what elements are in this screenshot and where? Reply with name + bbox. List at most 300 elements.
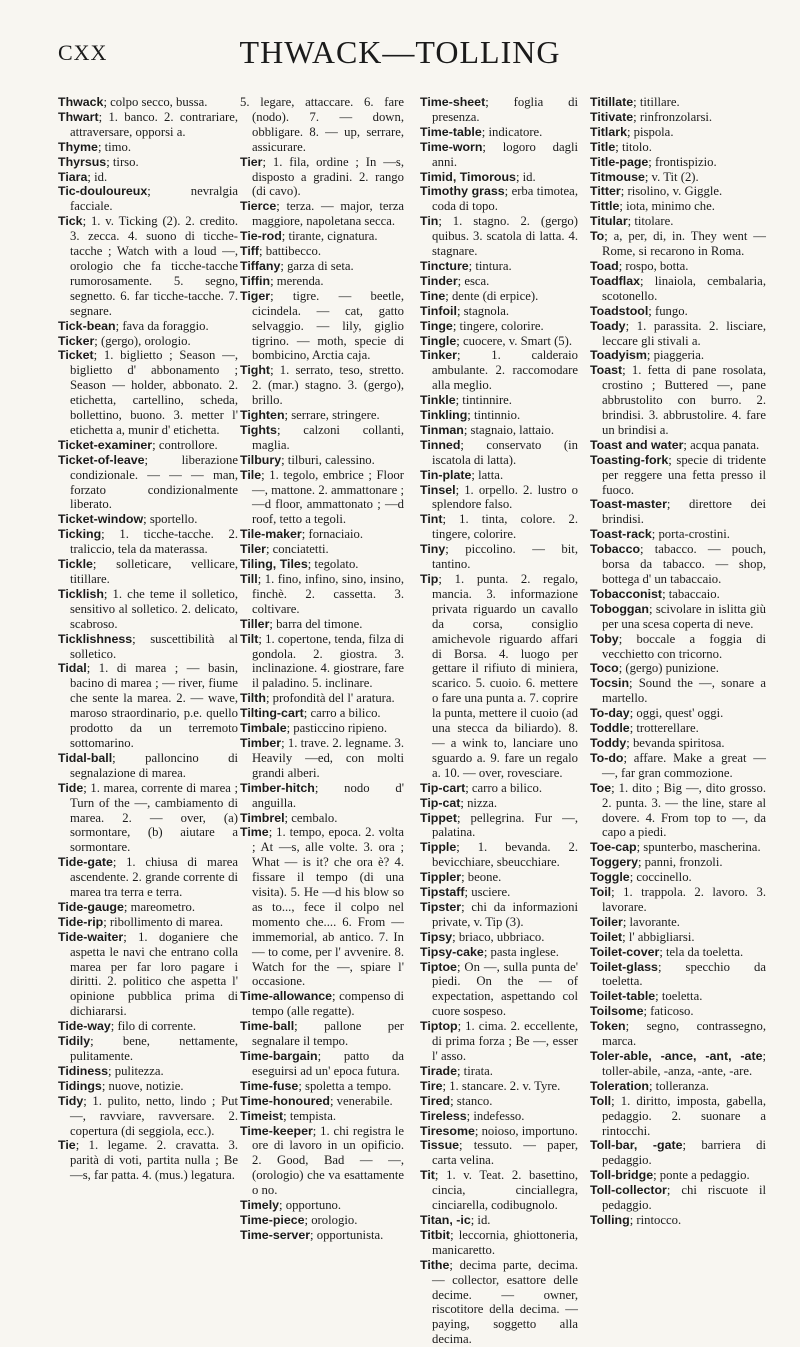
dictionary-entry — [590, 1049, 766, 1079]
entry-definition: ; logoro dagli anni. — [432, 139, 578, 169]
entry-definition: ; timo. — [97, 139, 132, 154]
entry-headword: Timid, Timorous — [420, 169, 516, 184]
entry-headword: Toddy — [590, 735, 627, 750]
entry-headword: Ticket — [58, 348, 94, 363]
entry-definition: ; (gergo) punizione. — [618, 661, 719, 676]
entry-headword: Token — [590, 1019, 626, 1034]
entry-definition: ; garza di seta. — [280, 258, 354, 273]
dictionary-entry — [240, 1198, 404, 1213]
entry-definition: ; erba timotea, coda di topo. — [432, 184, 578, 214]
entry-definition: ; conciatetti. — [265, 542, 329, 557]
entry-definition: ; opportunista. — [310, 1227, 384, 1242]
entry-headword: Time-bargain — [240, 1049, 318, 1063]
dictionary-entry — [240, 1213, 404, 1228]
dictionary-entry — [240, 1079, 404, 1094]
entry-headword: Tinge — [420, 318, 453, 333]
dictionary-entry — [590, 319, 766, 349]
dictionary-entry — [590, 155, 766, 170]
entry-definition: ; 1. diritto, imposta, gabella, pedaggio. 2. suonare a rintocchi. — [602, 1093, 766, 1138]
entry-definition: ; chi riscuote il pedaggio. — [602, 1183, 766, 1213]
entry-headword: Tinker — [420, 348, 457, 363]
entry-definition: ; noioso, importuno. — [474, 1123, 578, 1138]
entry-definition: ; 1. di marea ; — basin, bacino di marea ; — river, fiume che sente la marea. 2. — wave, maroso straordinario, p.e. quello prodotto da un terremoto sottomarino. — [70, 661, 238, 750]
dictionary-entry — [240, 423, 404, 453]
entry-definition: ; rinfronzolarsi. — [633, 109, 713, 124]
dictionary-entry — [590, 930, 766, 945]
entry-headword: Title — [590, 139, 616, 154]
dictionary-entry — [420, 1168, 578, 1213]
dictionary-entry — [420, 840, 578, 870]
entry-definition: ; latta. — [471, 467, 504, 482]
entry-definition: ; 1. tegolo, embrice ; Floor —, mattone. 2. ammattonare ; —d floor, ammattonato ; —d roof, tetto a tegoli. — [252, 467, 404, 527]
entry-headword: Tiny — [420, 542, 446, 557]
entry-headword: Timely — [240, 1198, 280, 1213]
entry-headword: Toasting-fork — [590, 452, 669, 467]
entry-headword: Tinkle — [420, 393, 456, 408]
entry-headword: Toby — [590, 631, 619, 646]
entry-headword: Tiresome — [420, 1123, 475, 1138]
dictionary-entry — [420, 304, 578, 319]
entry-headword: Till — [240, 572, 258, 586]
dictionary-entry — [590, 676, 766, 706]
entry-headword: Titular — [590, 214, 628, 229]
entry-definition: ; 1. copertone, tenda, filza di gondola. 2. giostra. 3. inclinazione. 4. giostrare, fare il paladino. 5. inclinare. — [252, 631, 404, 691]
entry-definition: ; calzoni collanti, maglia. — [252, 422, 404, 452]
entry-definition: ; id. — [515, 169, 536, 184]
dictionary-entry — [58, 915, 238, 930]
entry-definition: ; specchio da toeletta. — [602, 959, 766, 989]
dictionary-entry — [58, 438, 238, 453]
dictionary-entry — [240, 259, 404, 274]
page-number: CXX — [58, 40, 108, 65]
entry-headword: Tide-gauge — [58, 899, 124, 914]
entry-headword: Title-page — [590, 154, 649, 169]
dictionary-entry — [58, 170, 238, 185]
entry-headword: Ticking — [58, 527, 102, 542]
dictionary-entry — [420, 945, 578, 960]
entry-headword: Time-allowance — [240, 989, 333, 1004]
entry-definition: ; tessuto. — paper, carta velina. — [432, 1138, 578, 1168]
entry-definition: ; 1. tempo, epoca. 2. volta ; At —s, alle volte. 3. ora ; What — is it? che ora è? 4. fissare il tempo (di una visita). 5. He —d his blow so as to..., fece il colpo nel momento che.... 6. From — immemorial, ab antico. 7. In — to come, per l' avvenire. 8. Watch for the —, spiare l' occasione. — [252, 825, 404, 989]
dictionary-entry — [420, 408, 578, 423]
entry-definition: ; usciere. — [464, 885, 511, 900]
entry-headword: Toast — [590, 363, 623, 378]
entry-headword: Toboggan — [590, 601, 649, 616]
entry-headword: Toilet-table — [590, 989, 656, 1004]
dictionary-entry — [420, 1124, 578, 1139]
entry-definition: ; 1. v. Teat. 2. basettino, cincia, cinciallegra, cinciarella, codibugnolo. — [432, 1168, 578, 1213]
dictionary-entry — [240, 155, 404, 200]
entry-definition: ; 1. marea, corrente di marea ; Turn of the —, cambiamento di marea. 2. — over, (a) sormontare, (b) aiutare a sormontare. — [70, 780, 238, 855]
entry-definition: ; 1. trappola. 2. lavoro. 3. lavorare. — [602, 885, 766, 914]
dictionary-entry — [240, 736, 404, 781]
dictionary-entry — [590, 229, 766, 259]
entry-headword: Tiger — [240, 288, 271, 303]
dictionary-entry — [590, 1079, 766, 1094]
entry-definition: ; fornaciaio. — [301, 527, 364, 542]
entry-definition: ; scivolare in islitta giù per una scesa coperta di neve. — [602, 601, 766, 631]
entry-headword: Toleration — [590, 1078, 649, 1093]
entry-headword: Tippler — [420, 870, 462, 885]
entry-definition: ; 1. stagno. 2. (gergo) quibus. 3. scatola di latta. 4. stagnare. — [432, 214, 578, 259]
entry-headword: Tilth — [240, 691, 266, 706]
dictionary-entry — [240, 721, 404, 736]
dictionary-entry — [590, 1004, 766, 1019]
dictionary-entry — [240, 557, 404, 572]
entry-definition: ; cembalo. — [284, 810, 338, 825]
entry-definition: ; tintinnire. — [455, 393, 512, 408]
entry-headword: Ticket-examiner — [58, 437, 153, 452]
entry-headword: Tighten — [240, 408, 285, 423]
entry-headword: Tipple — [420, 840, 457, 855]
entry-headword: Toad — [590, 258, 619, 273]
entry-definition: ; 1. pulito, netto, lindo ; Put —, ravviare, ravversare. 2. copertura (di seggiola, ecc.). — [70, 1093, 238, 1138]
entry-headword: Timber-hitch — [240, 780, 315, 795]
entry-definition: ; 1. doganiere che aspetta le navi che entrano colla marea per far loro pagare i diritti. 2. politico che aspetta l' opinione pubblica prima di dichiararsi. — [70, 929, 238, 1019]
dictionary-entry — [590, 527, 766, 542]
entry-headword: Tiling, Tiles — [240, 557, 308, 572]
entry-definition: ; merenda. — [270, 273, 324, 288]
entry-definition: ; porta-crostini. — [651, 527, 730, 542]
entry-headword: Toadstool — [590, 303, 649, 318]
dictionary-entry — [420, 289, 578, 304]
entry-headword: Tippet — [420, 810, 457, 825]
entry-headword: Tidiness — [58, 1063, 109, 1078]
dictionary-entry — [58, 1138, 238, 1183]
entry-headword: Toler-able, -ance, -ant, -ate — [590, 1049, 763, 1063]
entry-headword: Time-worn — [420, 139, 483, 154]
dictionary-entry — [590, 542, 766, 587]
entry-definition: ; 1. bevanda. 2. bevicchiare, sbeucchiare. — [432, 840, 578, 870]
dictionary-entry — [240, 811, 404, 826]
entry-definition: ; fava da foraggio. — [115, 318, 209, 333]
entry-definition: ; 1. cima. 2. eccellente, di prima forza ; Be —, esser l' asso. — [432, 1019, 578, 1063]
column-2 — [240, 95, 404, 1242]
entry-definition: ; toller-abile, -anza, -ante, -are. — [602, 1049, 766, 1078]
entry-headword: Timber — [240, 735, 282, 750]
entry-headword: Toilet-cover — [590, 944, 660, 959]
entry-headword: Titivate — [590, 109, 634, 124]
entry-headword: Tie-rod — [240, 229, 282, 244]
entry-headword: Tickle — [58, 557, 93, 572]
entry-definition: ; conservato (in iscatola di latta). — [432, 437, 578, 467]
dictionary-entry — [590, 363, 766, 438]
entry-definition: ; tirso. — [106, 154, 139, 169]
dictionary-entry — [590, 348, 766, 363]
entry-definition: ; specie di tridente per reggere una fetta presso il fuoco. — [602, 452, 766, 497]
entry-definition: ; terza. — major, terza maggiore, napoletana secca. — [252, 199, 404, 229]
entry-definition: ; stagnola. — [456, 303, 510, 318]
dictionary-entry — [240, 199, 404, 229]
dictionary-entry — [240, 1124, 404, 1199]
entry-definition: ; faticoso. — [643, 1004, 694, 1019]
entry-headword: Tie — [58, 1138, 76, 1153]
entry-definition: ; tolleranza. — [648, 1078, 709, 1093]
entry-definition: ; tigre. — beetle, cicindela. — cat, gatto selvaggio. — lily, giglio tigrino. — moth, specie di bombicino, Arctia caja. — [252, 288, 404, 363]
entry-definition: ; serrare, stringere. — [284, 408, 380, 423]
dictionary-entry — [240, 542, 404, 557]
entry-definition: ; nevralgia facciale. — [70, 184, 238, 214]
dictionary-entry — [58, 557, 238, 587]
dictionary-entry — [58, 453, 238, 513]
dictionary-entry — [240, 274, 404, 289]
entry-definition: ; 1. serrato, teso, stretto. 2. (mar.) stagno. 3. (gergo), brillo. — [252, 363, 404, 408]
dictionary-entry — [590, 110, 766, 125]
dictionary-entry — [420, 259, 578, 274]
dictionary-entry — [420, 512, 578, 542]
entry-headword: Time-sheet — [420, 95, 486, 109]
dictionary-entry — [420, 184, 578, 214]
entry-definition: ; rospo, botta. — [618, 258, 689, 273]
entry-definition: ; 1. v. Ticking (2). 2. credito. 3. zecca. 4. suono di ticche-tacche ; Watch with a loud —, orologio che fa ticche-tacche rumorosamente. 5. segno, segnetto. 6. far ticche-tacche. 7. segnare. — [70, 214, 238, 318]
entry-headword: Toadflax — [590, 273, 641, 288]
dictionary-entry — [590, 1019, 766, 1049]
entry-definition: ; 1. fetta di pane rosolata, crostino ; Buttered —, pane abbrustolito con burro. 2. brindisi. 3. abbrustolire. 4. fare un brindisi a. — [602, 363, 766, 437]
dictionary-entry — [420, 572, 578, 781]
dictionary-entry — [58, 661, 238, 750]
entry-headword: Tip-cat — [420, 795, 461, 810]
dictionary-entry — [590, 721, 766, 736]
dictionary-entry — [590, 1213, 766, 1228]
dictionary-entry — [58, 527, 238, 557]
dictionary-entry — [58, 140, 238, 155]
dictionary-entry — [590, 274, 766, 304]
entry-definition: ; 1. ticche-tacche. 2. traliccio, tela da materassa. — [70, 527, 238, 557]
dictionary-entry — [58, 95, 238, 110]
entry-headword: Tide-waiter — [58, 929, 124, 944]
dictionary-entry — [590, 199, 766, 214]
dictionary-entry — [420, 334, 578, 349]
entry-headword: Toggery — [590, 855, 638, 870]
dictionary-entry — [420, 348, 578, 393]
dictionary-entry — [590, 453, 766, 498]
entry-definition: ; suscettibilità al solletico. — [70, 631, 238, 661]
entry-headword: Time-fuse — [240, 1078, 299, 1093]
entry-definition: ; filo di corrente. — [110, 1019, 197, 1034]
dictionary-entry — [58, 319, 238, 334]
entry-headword: Toilet-glass — [590, 959, 658, 974]
entry-definition: ; tirante, cignatura. — [281, 229, 378, 244]
entry-headword: Timbale — [240, 721, 287, 736]
entry-headword: Tide-rip — [58, 914, 104, 929]
dictionary-entry — [240, 408, 404, 423]
entry-definition: ; 1. banco. 2. contrariare, attraversare, opporsi a. — [70, 109, 238, 139]
column-3 — [420, 95, 578, 1347]
dictionary-entry — [420, 930, 578, 945]
entry-definition: ; sportello. — [143, 512, 198, 527]
entry-definition: ; tabaccaio. — [662, 586, 720, 601]
dictionary-entry — [240, 825, 404, 989]
entry-headword: Toll-bar, -gate — [590, 1138, 683, 1153]
entry-headword: Toilet — [590, 929, 623, 944]
entry-definition: ; Sound the —, sonare a martello. — [602, 676, 766, 706]
dictionary-entry — [420, 796, 578, 811]
entry-headword: Tobacconist — [590, 586, 663, 601]
entry-headword: Tide-gate — [58, 855, 113, 870]
entry-headword: Tin — [420, 214, 439, 229]
entry-definition: ; bevanda spiritosa. — [626, 735, 725, 750]
entry-headword: Toe — [590, 780, 612, 795]
entry-headword: Timbrel — [240, 810, 285, 825]
dictionary-entry — [420, 170, 578, 185]
entry-headword: Tobacco — [590, 542, 641, 557]
entry-definition: ; linaiola, cembalaria, scotonello. — [602, 273, 766, 303]
entry-headword: Toll — [590, 1093, 612, 1108]
entry-headword: Tireless — [420, 1108, 467, 1123]
entry-headword: Tiff — [240, 244, 260, 259]
entry-definition: ; carro a bilico. — [303, 706, 381, 721]
entry-definition: ; beone. — [461, 870, 502, 885]
dictionary-entry — [58, 214, 238, 318]
entry-headword: Tip — [420, 572, 439, 586]
dictionary-entry — [590, 870, 766, 885]
dictionary-entry — [240, 572, 404, 617]
entry-headword: Toady — [590, 318, 626, 333]
dictionary-entry — [590, 915, 766, 930]
entry-definition: ; venerabile. — [329, 1093, 393, 1108]
entry-definition: ; lavorante. — [622, 914, 680, 929]
entry-definition: ; direttore dei brindisi. — [602, 497, 766, 527]
dictionary-entry — [58, 781, 238, 856]
entry-definition: ; ponte a pedaggio. — [653, 1168, 750, 1183]
dictionary-entry — [590, 661, 766, 676]
entry-definition: ; risolino, v. Giggle. — [620, 184, 723, 199]
entry-definition: ; oggi, quest' oggi. — [629, 706, 724, 721]
entry-headword: To — [590, 229, 605, 244]
entry-definition: ; tingere, colorire. — [452, 318, 544, 333]
entry-definition: ; carro a bilico. — [465, 780, 543, 795]
entry-headword: Tire — [420, 1078, 443, 1093]
entry-headword: Toast and water — [590, 437, 684, 452]
dictionary-entry — [420, 319, 578, 334]
entry-headword: Tic-douloureux — [58, 184, 148, 199]
entry-headword: Thwack — [58, 95, 104, 109]
dictionary-entry — [58, 632, 238, 662]
entry-definition: ; tilburi, calessino. — [281, 452, 375, 467]
dictionary-entry — [58, 155, 238, 170]
entry-definition: ; titillare. — [633, 95, 680, 109]
dictionary-entry — [420, 423, 578, 438]
entry-definition: ; foglia di presenza. — [432, 95, 578, 124]
entry-definition: ; colpo secco, bussa. — [103, 95, 208, 109]
dictionary-entry — [58, 184, 238, 214]
entry-headword: Tick-bean — [58, 318, 116, 333]
entry-headword: Tint — [420, 512, 443, 527]
dictionary-entry — [240, 632, 404, 692]
dictionary-entry — [420, 438, 578, 468]
entry-headword: Tinman — [420, 422, 464, 437]
dictionary-entry — [590, 438, 766, 453]
entry-definition: ; decima parte, decima. — collector, esattore delle decime. — owner, riscotitore della decima. — paying, soggetto alla decima. — [432, 1257, 578, 1347]
entry-definition: ; (gergo), orologio. — [94, 333, 191, 348]
dictionary-entry — [240, 289, 404, 364]
entry-definition: ; 1. chi registra le ore di lavoro in un opificio. 2. Good, Bad — —, (orologio) che va esattamente o no. — [252, 1123, 404, 1198]
entry-definition: ; pasticcino ripieno. — [286, 721, 388, 736]
entry-headword: Titter — [590, 184, 621, 199]
dictionary-entry — [590, 855, 766, 870]
entry-definition: ; orologio. — [304, 1212, 358, 1227]
dictionary-entry — [58, 930, 238, 1019]
entry-headword: Tittle — [590, 199, 620, 214]
entry-definition: ; barriera di pedaggio. — [602, 1138, 766, 1168]
entry-definition: ; affare. Make a great — —, far gran commozione. — [602, 750, 766, 780]
entry-headword: Time-piece — [240, 1212, 305, 1227]
entry-headword: Tiara — [58, 169, 88, 184]
dictionary-entry — [590, 960, 766, 990]
entry-headword: Titbit — [420, 1227, 451, 1242]
dictionary-entry — [240, 1049, 404, 1079]
dictionary-entry — [590, 885, 766, 915]
entry-definition: ; nuove, notizie. — [101, 1078, 184, 1093]
dictionary-entry — [420, 1228, 578, 1258]
entry-definition: ; cuocere, v. Smart (5). — [456, 333, 573, 348]
entry-definition: ; 1. chiusa di marea ascendente. 2. grande corrente di marea tra terra e terra. — [70, 855, 238, 900]
dictionary-entry — [590, 259, 766, 274]
entry-definition: ; profondità del l' aratura. — [265, 691, 395, 706]
dictionary-entry — [58, 1034, 238, 1064]
entry-definition: ; tempista. — [283, 1108, 337, 1123]
entry-headword: Tipsy-cake — [420, 944, 484, 959]
entry-headword: Tilt — [240, 631, 259, 646]
entry-headword: Tight — [240, 363, 271, 378]
entry-definition: ; tegolato. — [307, 557, 359, 572]
dictionary-entry — [420, 1213, 578, 1228]
entry-headword: Tide-way — [58, 1019, 111, 1034]
entry-definition: ; barra del timone. — [269, 616, 363, 631]
dictionary-entry — [58, 751, 238, 781]
entry-headword: Tipster — [420, 899, 462, 914]
entry-headword: Thyme — [58, 139, 98, 154]
entry-definition: ; 1. tinta, colore. 2. tingere, colorire. — [432, 512, 578, 542]
entry-headword: Tired — [420, 1093, 451, 1108]
dictionary-entry — [590, 1094, 766, 1139]
entry-definition: ; battibecco. — [259, 244, 322, 259]
entry-headword: Tinkling — [420, 408, 468, 423]
entry-definition: ; coccinello. — [629, 870, 692, 885]
dictionary-entry — [240, 617, 404, 632]
dictionary-entry — [590, 945, 766, 960]
dictionary-entry — [590, 140, 766, 155]
entry-definition: ; acqua panata. — [683, 437, 760, 452]
dictionary-entry — [420, 870, 578, 885]
entry-definition: ; toeletta. — [655, 989, 703, 1004]
dictionary-entry — [420, 483, 578, 513]
entry-headword: Tiller — [240, 616, 270, 631]
entry-definition: ; mareometro. — [123, 899, 196, 914]
entry-headword: Tidal-ball — [58, 750, 113, 765]
entry-headword: Toadyism — [590, 348, 647, 363]
entry-definition: ; palloncino di segnalazione di marea. — [70, 750, 238, 780]
dictionary-entry — [58, 900, 238, 915]
column-1 — [58, 95, 238, 1183]
entry-definition: ; On —, sulla punta de' piedi. On the — of expectation, aspettando col cuore sospeso. — [432, 959, 578, 1019]
entry-definition: ; compenso di tempo (alle regatte). — [252, 989, 404, 1019]
page-header — [0, 34, 800, 74]
entry-headword: Titillate — [590, 95, 634, 109]
dictionary-entry — [590, 170, 766, 185]
entry-headword: Tin-plate — [420, 467, 472, 482]
dictionary-entry — [420, 125, 578, 140]
entry-definition: ; pallone per segnalare il tempo. — [252, 1019, 404, 1049]
entry-definition: ; chi da informazioni private, v. Tip (3). — [432, 899, 578, 929]
entry-definition: ; liberazione condizionale. — — — man, forzato condizionalmente liberato. — [70, 452, 238, 512]
entry-headword: Time-table — [420, 124, 482, 139]
entry-definition: ; boccale a foggia di vecchietto con tricorno. — [602, 631, 766, 661]
dictionary-entry — [420, 960, 578, 1020]
entry-headword: Tinsel — [420, 482, 456, 497]
entry-headword: Toiler — [590, 914, 623, 929]
entry-headword: Tiptop — [420, 1019, 458, 1034]
